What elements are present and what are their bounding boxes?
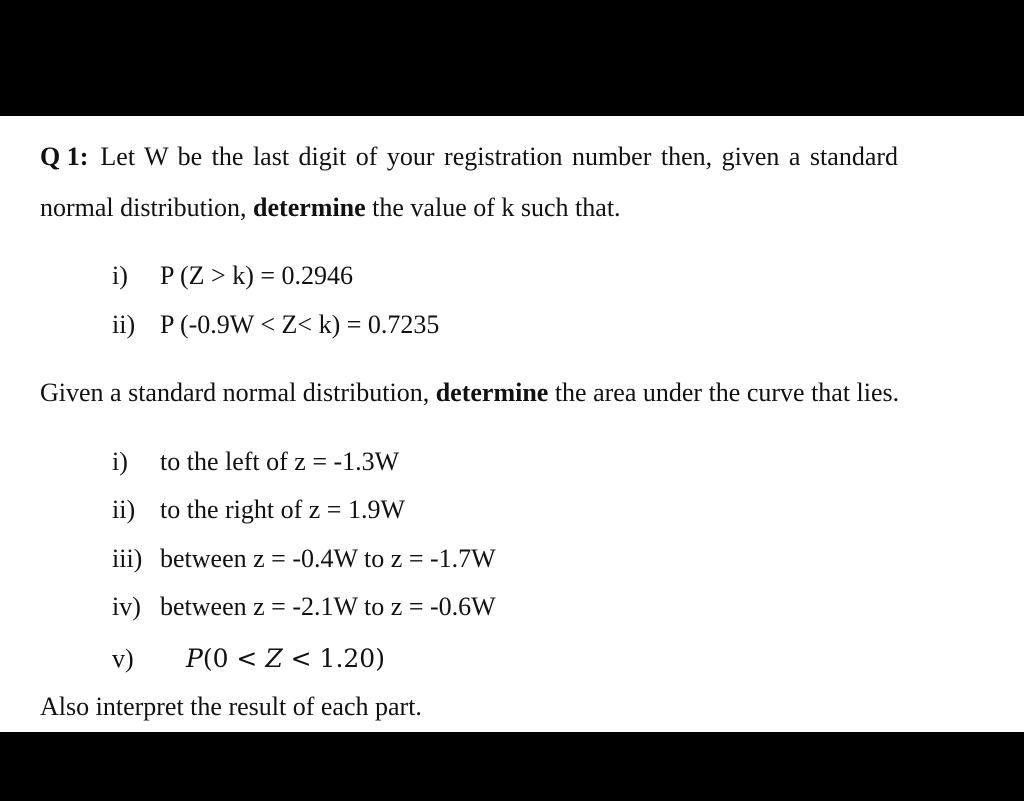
question-intro-continued — [40, 193, 621, 223]
given-text-end: the area under the curve that lies. — [548, 378, 900, 407]
part-b-item — [112, 495, 405, 525]
item-number: i) — [112, 447, 128, 476]
intro-cont-text: normal distribution, — [40, 193, 254, 222]
math-expression — [186, 644, 385, 673]
item-number: ii) — [112, 495, 136, 524]
item-text: between z = -0.4W to z = -1.7W — [160, 544, 496, 573]
math-z: Z — [265, 644, 283, 673]
given-text: Given a standard normal distribution, — [40, 378, 436, 407]
item-text: P (-0.9W < Z< k) = 0.7235 — [160, 310, 440, 339]
item-number: ii) — [112, 310, 136, 339]
given-bold: determine — [435, 378, 549, 407]
closing-instruction: Also interpret the result of each part. — [40, 692, 422, 721]
item-text: to the right of z = 1.9W — [160, 495, 405, 524]
part-b-item — [112, 644, 385, 674]
intro-cont-end: the value of k such that. — [365, 193, 621, 222]
item-number: iii) — [112, 544, 143, 573]
intro-cont-bold: determine — [253, 193, 366, 222]
math-open: (0 < — [202, 644, 266, 673]
document-page — [0, 116, 1024, 732]
part-b-item — [112, 447, 399, 477]
given-statement — [40, 378, 899, 408]
part-b-item — [112, 592, 496, 622]
part-a-item — [112, 310, 439, 340]
item-text: P (Z > k) = 0.2946 — [160, 261, 354, 290]
item-number: v) — [112, 644, 134, 673]
part-a-item — [112, 261, 353, 291]
item-text: to the left of z = -1.3W — [160, 447, 400, 476]
question-number: Q 1: — [40, 142, 89, 171]
question-intro: Let W be the last digit of your registration number then, given a standard — [100, 142, 899, 171]
item-text: between z = -2.1W to z = -0.6W — [160, 592, 496, 621]
item-number: i) — [112, 261, 128, 290]
math-p: P — [186, 644, 203, 673]
math-close: < 1.20) — [282, 644, 385, 673]
part-b-item — [112, 544, 496, 574]
item-number: iv) — [112, 592, 141, 621]
question-heading — [40, 142, 990, 172]
